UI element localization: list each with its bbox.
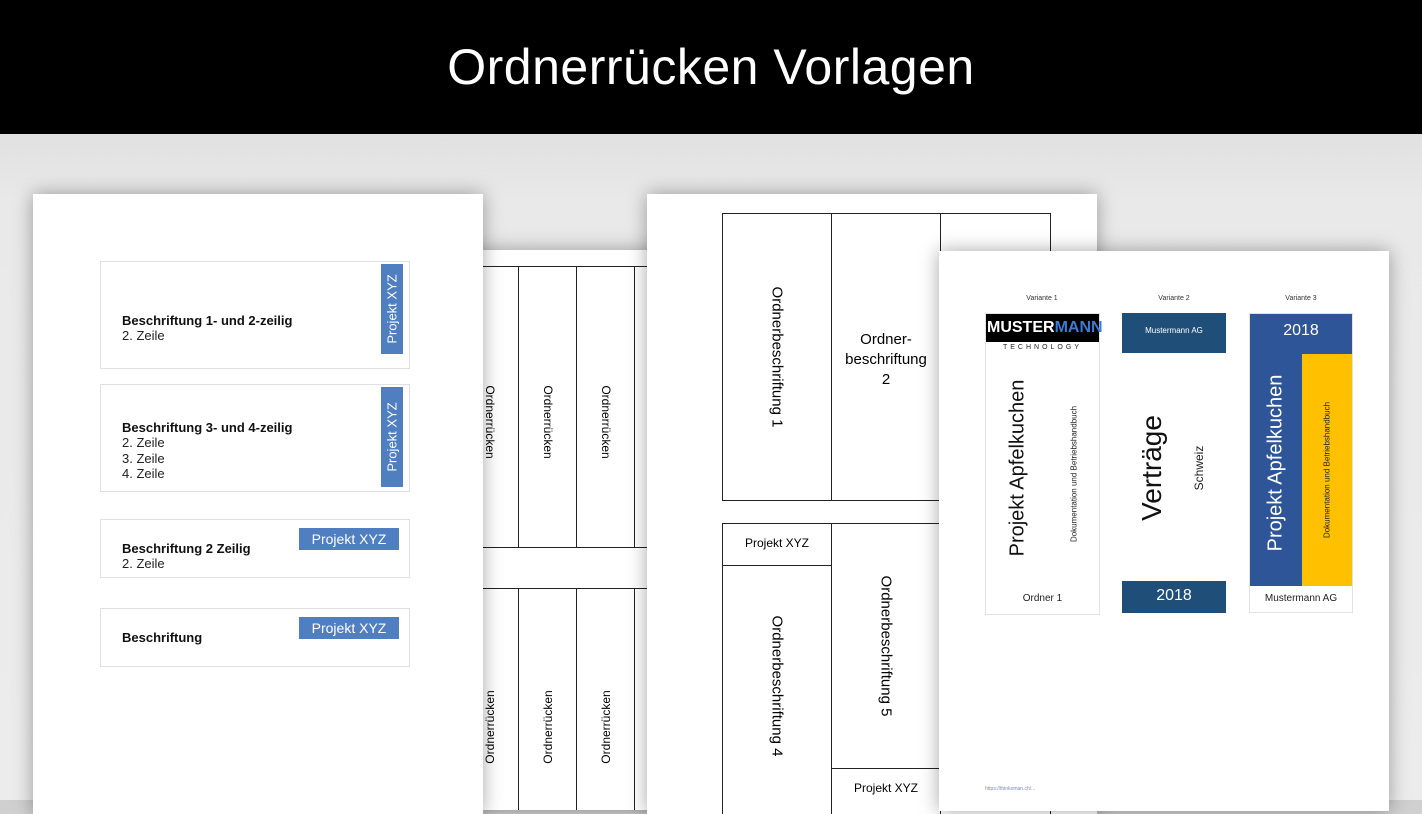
variant-footer: 2018 <box>1156 587 1192 604</box>
label-line: 2. Zeile <box>122 556 165 571</box>
variant-heading: Variante 2 <box>1158 295 1190 302</box>
spine-label: Ordnerrücken <box>599 690 613 764</box>
cell-ordnerbeschriftung-2 <box>831 213 941 501</box>
variant-heading: Variante 1 <box>1026 295 1058 302</box>
page-title: Ordnerrücken Vorlagen <box>447 39 975 95</box>
cell-ordnerbeschriftung-5: Ordnerbeschriftung 5 <box>831 523 941 769</box>
spine-label: Ordnerrücken <box>483 385 497 459</box>
cell-project-top <box>722 523 832 566</box>
spine-cell <box>528 677 568 777</box>
variant-2-spine <box>1122 313 1226 613</box>
label-line: 3. Zeile <box>122 450 165 466</box>
label-card <box>100 608 410 667</box>
cell-text: Projekt XYZ <box>744 536 810 550</box>
cell-text: Ordner- beschriftung 2 <box>845 331 927 388</box>
footer-link[interactable]: https://thinkoman.ch/... <box>985 786 1036 792</box>
cell-text: Projekt XYZ <box>853 781 919 795</box>
label-line: 4. Zeile <box>122 466 165 481</box>
spine-cell <box>586 677 626 777</box>
project-tag: Projekt XYZ <box>299 617 399 639</box>
label-card <box>100 519 410 578</box>
variant-footer: Mustermann AG <box>1264 593 1338 604</box>
spine-label: Ordnerrücken <box>541 385 555 459</box>
cell-ordnerbeschriftung-1: Ordnerbeschriftung 1 <box>722 213 832 501</box>
variant-title-area: Verträge <box>1136 415 1167 521</box>
label-line: 2. Zeile <box>122 328 165 343</box>
spine-label: Ordnerrücken <box>483 690 497 764</box>
label-title: Beschriftung 1- und 2-zeilig <box>122 313 293 328</box>
logo-sub-text: TECHNOLOGY <box>1002 344 1082 351</box>
spine-label: Ordnerrücken <box>599 385 613 459</box>
document-page-labels <box>33 194 483 814</box>
project-tag: Projekt XYZ <box>381 264 403 354</box>
label-title: Beschriftung 3- und 4-zeilig <box>122 420 293 435</box>
variant-1-spine <box>985 313 1103 615</box>
cell-project-bottom <box>831 768 941 814</box>
label-card <box>100 384 410 492</box>
variant-year: 2018 <box>1283 322 1319 339</box>
mustermann-logo <box>986 314 1103 342</box>
variant-title-area: Projekt Apfelkuchen <box>1006 379 1029 557</box>
spine-cell <box>528 297 568 547</box>
variant-3-spine <box>1249 313 1353 613</box>
logo-main-text: MUSTER <box>987 319 1055 336</box>
logo-accent-text: MANN <box>1054 319 1103 336</box>
variant-yellow-block: Dokumentation und Betriebshandbuch <box>1302 354 1352 586</box>
variant-title-area: Projekt Apfelkuchen <box>1264 374 1287 552</box>
spine-label: Ordnerrücken <box>541 690 555 764</box>
company-name: Mustermann AG <box>1145 326 1203 335</box>
banner-header <box>0 0 1422 134</box>
label-title: Beschriftung <box>122 630 203 645</box>
variant-footer: Ordner 1 <box>1022 593 1063 604</box>
spine-cell <box>586 297 626 547</box>
cell-ordnerbeschriftung-4: Ordnerbeschriftung 4 <box>722 565 832 814</box>
label-line: 2. Zeile <box>122 435 165 450</box>
variant-bottom-bar <box>1122 581 1226 613</box>
project-tag: Projekt XYZ <box>381 387 403 487</box>
variant-subtitle-area: Dokumentation und Betriebshandbuch <box>1069 405 1079 543</box>
variant-heading: Variante 3 <box>1285 295 1317 302</box>
variant-subtitle-area: Schweiz <box>1192 445 1206 491</box>
label-card <box>100 261 410 369</box>
variant-top-bar <box>1122 313 1226 353</box>
document-page-variants <box>939 251 1389 811</box>
project-tag: Projekt XYZ <box>299 528 399 550</box>
label-title: Beschriftung 2 Zeilig <box>122 541 251 556</box>
